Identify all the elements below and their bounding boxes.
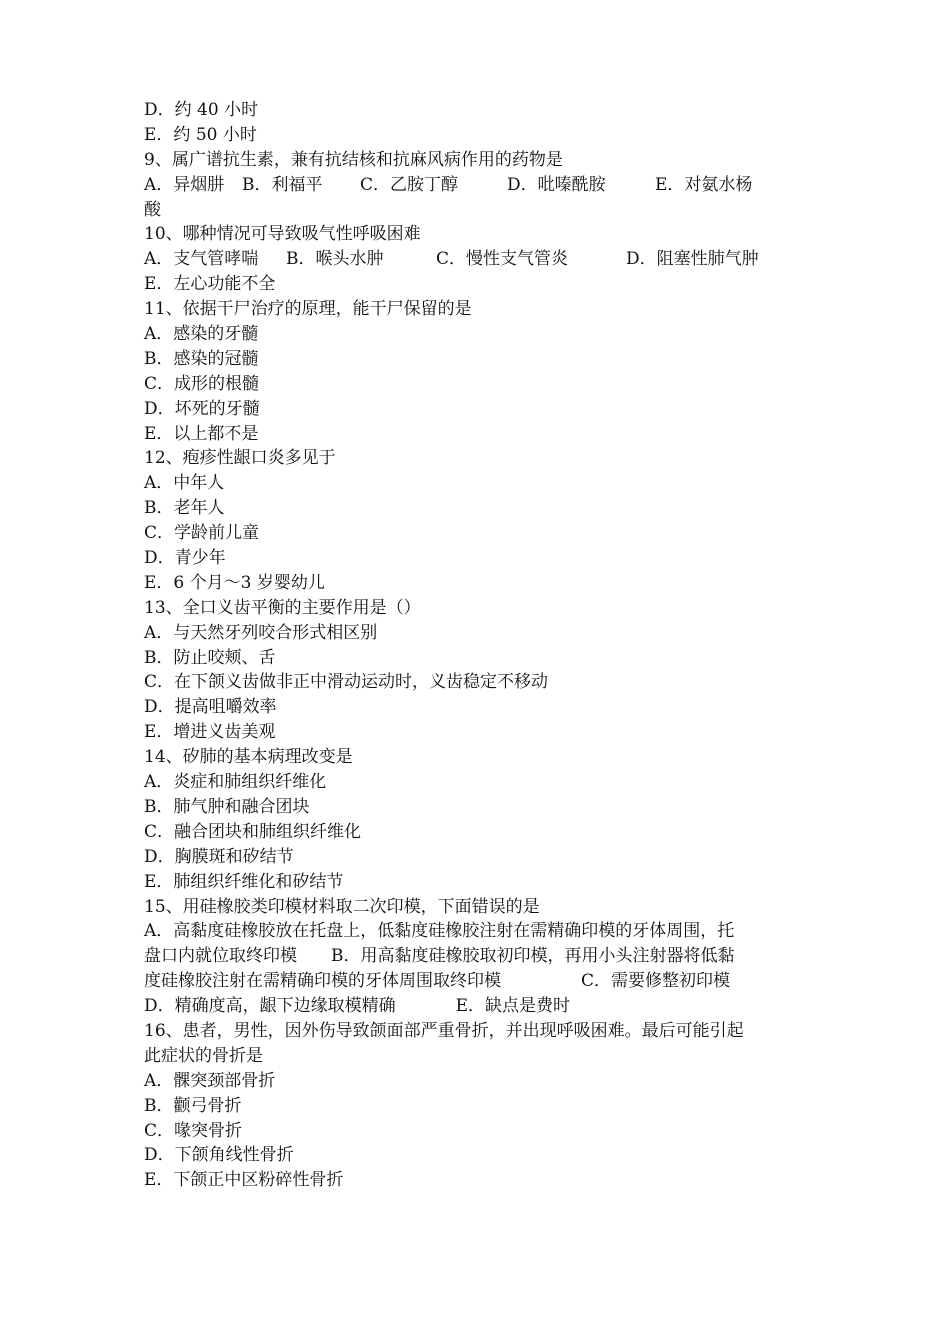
q13-option-e: E．增进义齿美观 bbox=[144, 722, 276, 743]
q11-option-a: A．感染的牙髓 bbox=[144, 324, 259, 345]
q12-option-e: E．6 个月～3 岁婴幼儿 bbox=[144, 572, 325, 593]
q14-option-d: D．胸膜斑和矽结节 bbox=[144, 846, 294, 867]
q9-option-e: E．对氨水杨 bbox=[655, 174, 753, 195]
q15-stem: 15、用硅橡胶类印模材料取二次印模，下面错误的是 bbox=[144, 896, 540, 917]
q15-option-d: D．精确度高，龈下边缘取模精确 bbox=[144, 996, 396, 1017]
q13-option-c: C．在下颌义齿做非正中滑动运动时，义齿稳定不移动 bbox=[144, 672, 549, 693]
q15-option-a-line1: A．高黏度硅橡胶放在托盘上，低黏度硅橡胶注射在需精确印模的牙体周围，托 bbox=[144, 921, 735, 942]
document-body bbox=[144, 98, 820, 1193]
q10-options-row bbox=[144, 247, 820, 272]
q9-stem: 9、属广谱抗生素，兼有抗结核和抗麻风病作用的药物是 bbox=[144, 149, 563, 170]
q12-option-a: A．中年人 bbox=[144, 473, 225, 494]
q9-option-d: D．吡嗪酰胺 bbox=[507, 174, 606, 195]
q14-option-e: E．肺组织纤维化和矽结节 bbox=[144, 871, 344, 892]
q14-option-a: A．炎症和肺组织纤维化 bbox=[144, 772, 327, 793]
q16-option-c: C．喙突骨折 bbox=[144, 1120, 243, 1141]
q16-stem-line1: 16、患者，男性，因外伤导致颌面部严重骨折，并出现呼吸困难。最后可能引起 bbox=[144, 1020, 744, 1041]
q11-option-d: D．坏死的牙髓 bbox=[144, 398, 260, 419]
q9-option-c: C．乙胺丁醇 bbox=[360, 174, 459, 195]
q8-option-e: E．约 50 小时 bbox=[144, 124, 257, 145]
q15-options-line2 bbox=[144, 944, 820, 969]
q10-option-e: E．左心功能不全 bbox=[144, 274, 276, 295]
q13-option-a: A．与天然牙列咬合形式相区别 bbox=[144, 622, 378, 643]
q14-stem: 14、矽肺的基本病理改变是 bbox=[144, 747, 353, 768]
q13-stem: 13、全口义齿平衡的主要作用是（） bbox=[144, 597, 421, 618]
q13-option-d: D．提高咀嚼效率 bbox=[144, 697, 277, 718]
q16-stem-line2: 此症状的骨折是 bbox=[144, 1045, 263, 1066]
q11-option-c: C．成形的根髓 bbox=[144, 373, 260, 394]
q10-option-a: A．支气管哮喘 bbox=[144, 249, 259, 270]
q15-options-line3 bbox=[144, 969, 820, 994]
q15-option-a-line2: 盘口内就位取终印模 bbox=[144, 946, 297, 967]
q9-option-b: B．利福平 bbox=[242, 174, 323, 195]
q12-option-d: D．青少年 bbox=[144, 548, 226, 569]
q15-option-b-line2: 度硅橡胶注射在需精确印模的牙体周围取终印模 bbox=[144, 971, 501, 992]
q11-option-e: E．以上都不是 bbox=[144, 423, 259, 444]
q12-option-b: B．老年人 bbox=[144, 498, 225, 519]
q9-option-a: A．异烟肼 bbox=[144, 174, 225, 195]
q10-stem: 10、哪种情况可导致吸气性呼吸困难 bbox=[144, 224, 421, 245]
q11-stem: 11、依据干尸治疗的原理，能干尸保留的是 bbox=[144, 299, 472, 320]
q16-option-d: D．下颌角线性骨折 bbox=[144, 1145, 294, 1166]
q16-option-e: E．下颌正中区粉碎性骨折 bbox=[144, 1170, 344, 1191]
q9-options-row bbox=[144, 173, 820, 198]
q15-options-line4 bbox=[144, 994, 820, 1019]
q10-option-c: C．慢性支气管炎 bbox=[436, 249, 569, 270]
q15-option-b-line1: B．用高黏度硅橡胶取初印模，再用小头注射器将低黏 bbox=[331, 946, 735, 967]
q12-option-c: C．学龄前儿童 bbox=[144, 523, 260, 544]
q16-option-b: B．颧弓骨折 bbox=[144, 1095, 242, 1116]
q14-option-b: B．肺气肿和融合团块 bbox=[144, 796, 310, 817]
q15-option-c: C．需要修整初印模 bbox=[581, 971, 731, 992]
q8-option-d: D．约 40 小时 bbox=[144, 100, 259, 120]
q16-option-a: A．髁突颈部骨折 bbox=[144, 1070, 276, 1091]
q13-option-b: B．防止咬颊、舌 bbox=[144, 647, 276, 668]
q10-option-b: B．喉头水肿 bbox=[286, 249, 384, 270]
q15-option-e: E．缺点是费时 bbox=[455, 996, 571, 1017]
q12-stem: 12、疱疹性龈口炎多见于 bbox=[144, 448, 336, 469]
q11-option-b: B．感染的冠髓 bbox=[144, 348, 259, 369]
q9-option-e-continued: 酸 bbox=[144, 199, 161, 220]
q14-option-c: C．融合团块和肺组织纤维化 bbox=[144, 821, 362, 842]
q10-option-d: D．阻塞性肺气肿 bbox=[626, 249, 759, 270]
